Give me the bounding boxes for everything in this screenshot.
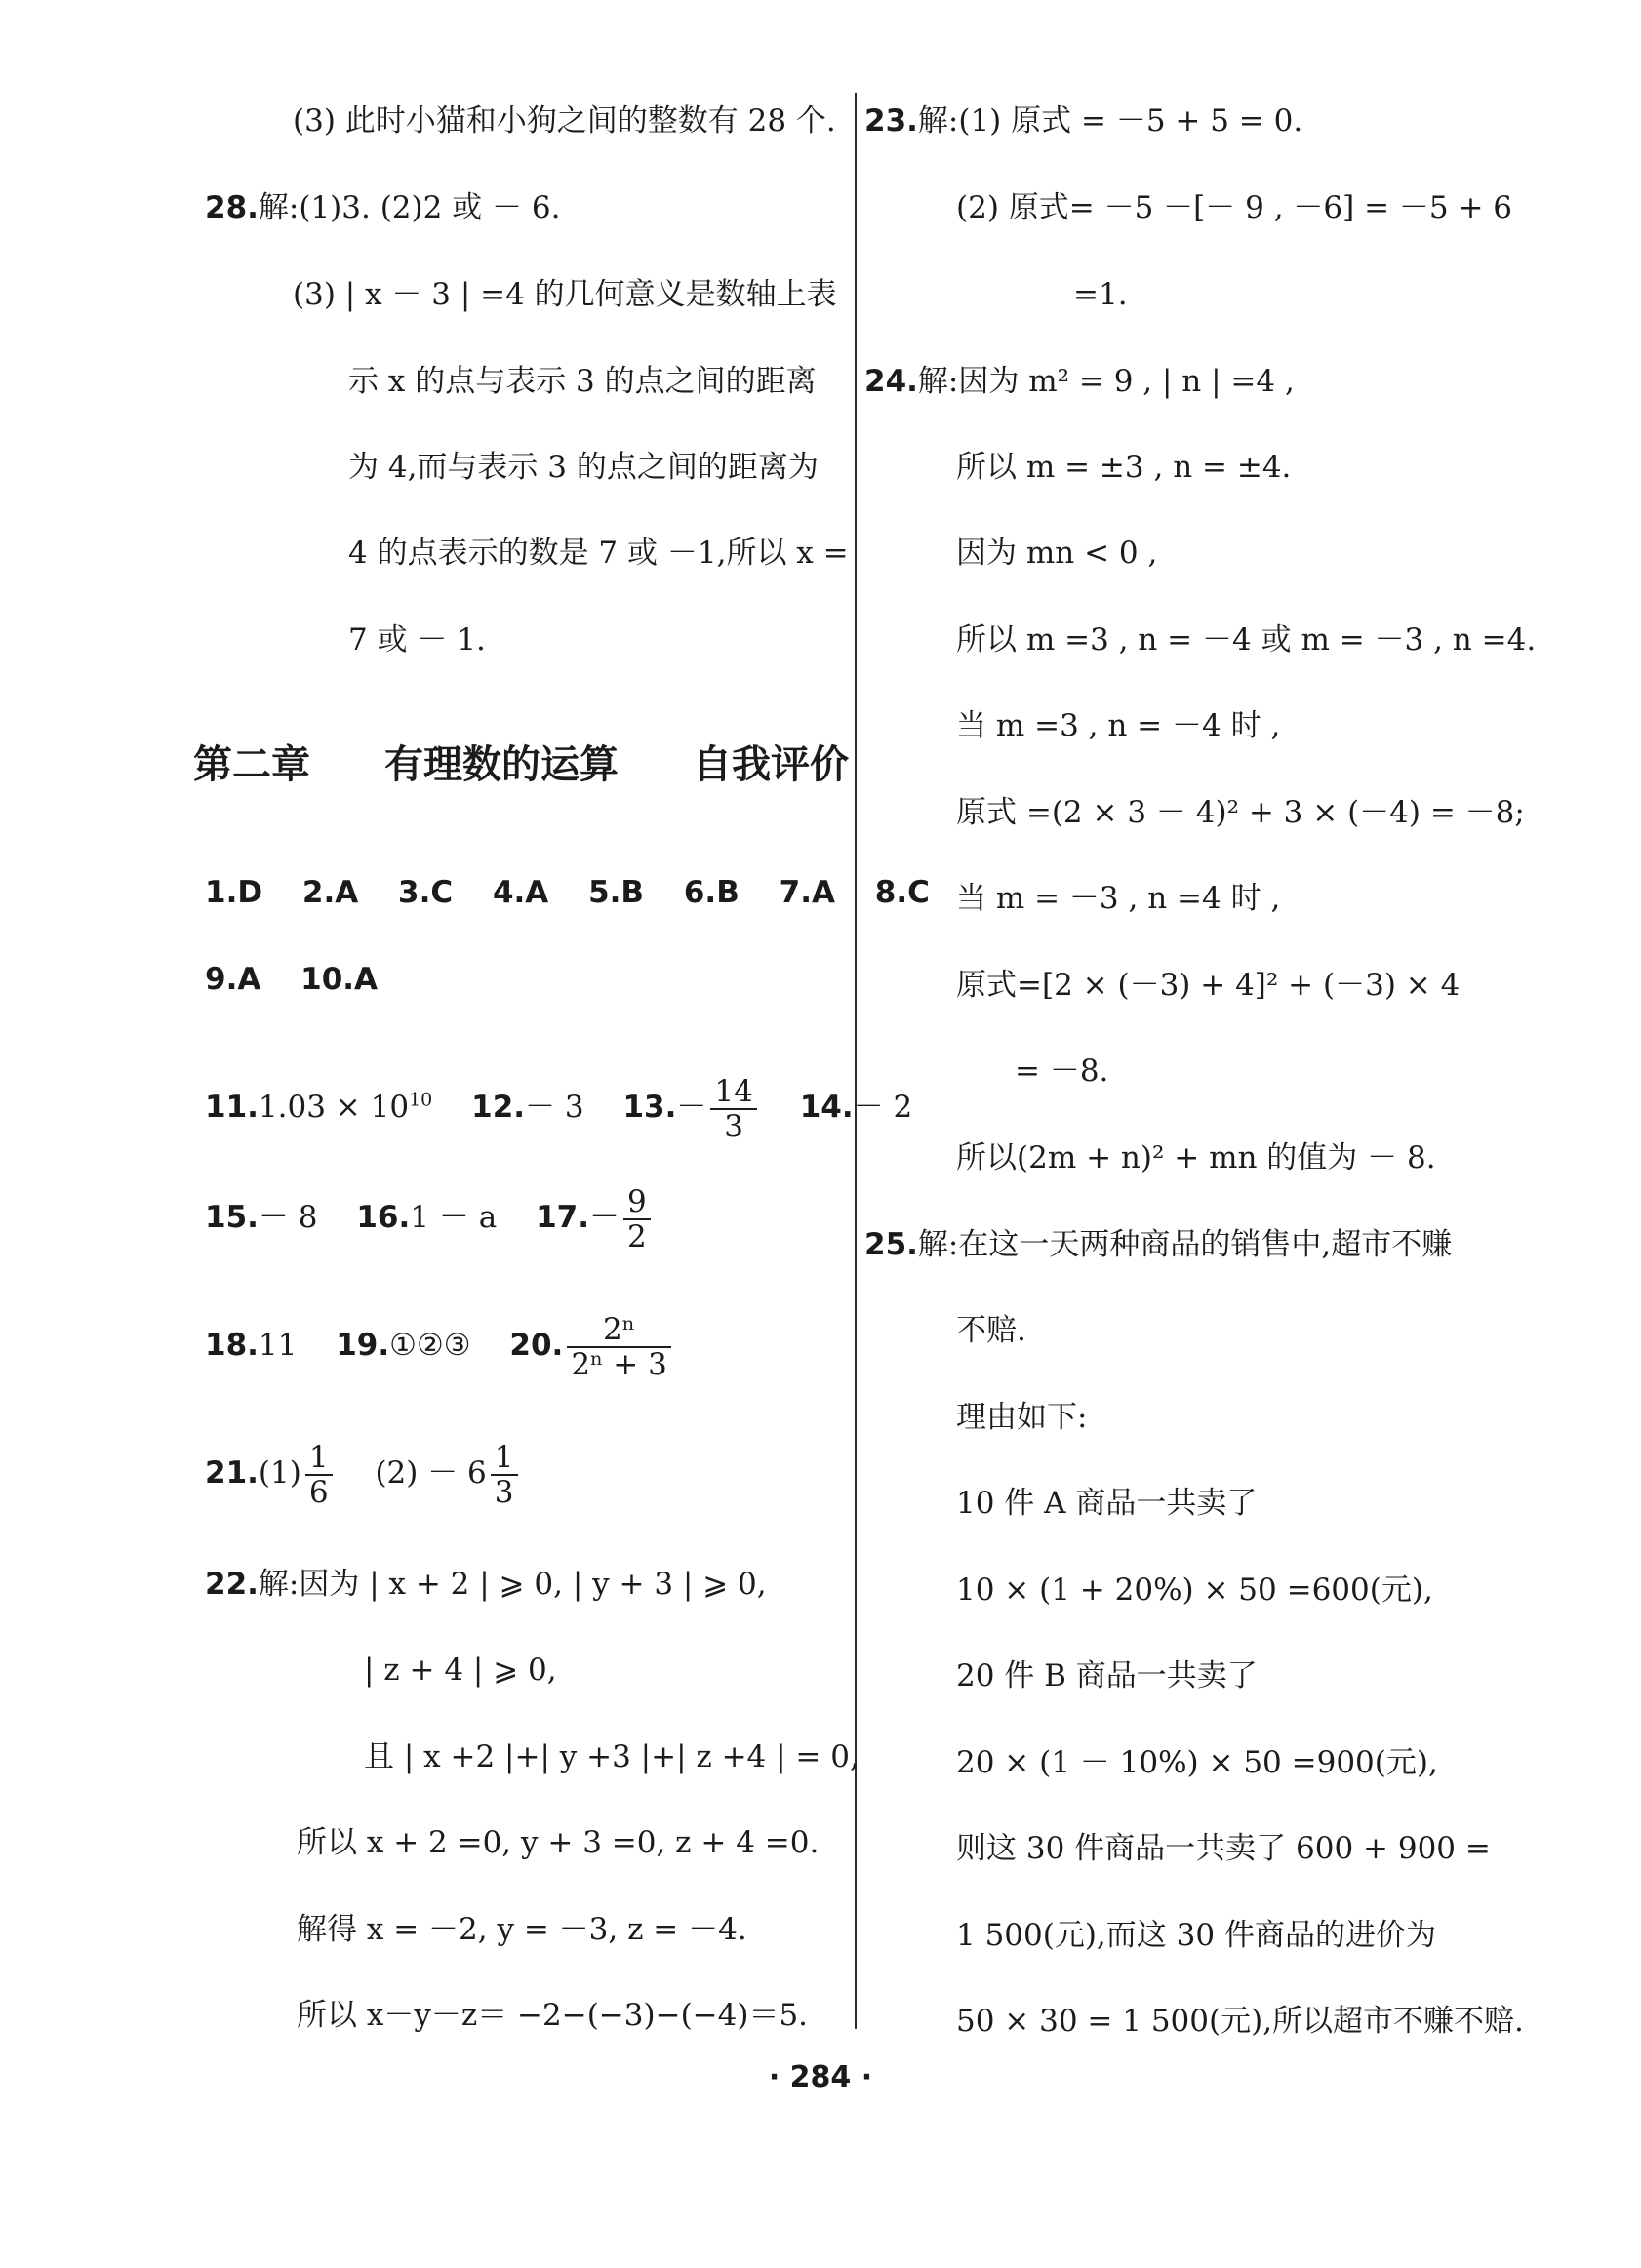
q11-exponent: 10: [409, 1089, 433, 1111]
q24-line10: 所以(2m + n)² + mn 的值为 － 8.: [956, 1140, 1436, 1175]
question-number: 15.: [205, 1200, 259, 1235]
question-number: 16.: [356, 1200, 411, 1235]
q24-line3: 因为 mn < 0 ,: [956, 536, 1158, 571]
mc-answer: 2.A: [301, 875, 359, 910]
q15-answer: － 8: [258, 1200, 318, 1235]
numerator: 14: [710, 1075, 756, 1110]
denominator: 3: [494, 1474, 514, 1510]
q25-line7: 20 × (1 － 10%) × 50 =900(元),: [956, 1745, 1438, 1780]
q25-line5: 10 × (1 + 20%) × 50 =600(元),: [956, 1572, 1433, 1608]
question-number: 28.: [205, 190, 259, 225]
q22-line6: 所以 x－y－z＝ −2−(−3)−(−4)＝5.: [297, 1998, 809, 2033]
q24-line8: 原式=[2 × (－3) + 4]² + (－3) × 4: [956, 968, 1461, 1003]
denominator: 3: [724, 1108, 743, 1144]
denominator: 2ⁿ + 3: [571, 1346, 667, 1382]
q28-answer: 解:(1)3. (2)2 或 － 6.: [258, 190, 561, 225]
q20-fraction: [567, 1313, 671, 1381]
question-number: 11.: [205, 1090, 259, 1125]
mc-answers-row1: [205, 873, 930, 912]
answers-18-20: [205, 1306, 675, 1384]
q12-answer: － 3: [525, 1090, 584, 1125]
answer-21: [205, 1434, 522, 1512]
q24-line9: = －8.: [1015, 1054, 1109, 1089]
q23-line2: (2) 原式= －5 －[－ 9 , －6] = －5 + 6: [956, 190, 1513, 225]
q17-fraction: [623, 1185, 651, 1253]
q28-part3-line2: 示 x 的点与表示 3 的点之间的距离: [348, 364, 817, 399]
question-number: 21.: [205, 1455, 259, 1491]
numerator: 1: [305, 1441, 333, 1476]
q25-line9: 1 500(元),而这 30 件商品的进价为: [956, 1918, 1436, 1953]
q24-line5: 当 m =3 , n = －4 时 ,: [956, 708, 1281, 743]
q24-line6: 原式 =(2 × 3 － 4)² + 3 × (－4) = －8;: [956, 795, 1525, 830]
q25-line2: 不赔.: [956, 1313, 1026, 1348]
q27-part3-line: (3) 此时小猫和小狗之间的整数有 28 个.: [293, 103, 836, 139]
mc-answer: 3.C: [398, 875, 454, 910]
mc-answer: 4.A: [492, 875, 549, 910]
mc-answer: 5.B: [588, 875, 645, 910]
q21-fraction2: [491, 1441, 518, 1509]
q16-answer: 1 － a: [410, 1200, 498, 1235]
q22-line4: 所以 x + 2 =0, y + 3 =0, z + 4 =0.: [297, 1825, 820, 1860]
chapter-heading: [193, 734, 849, 789]
mc-answer: 9.A: [205, 962, 261, 997]
q22-line2: | z + 4 | ⩾ 0,: [364, 1652, 557, 1688]
q25-line10: 50 × 30 = 1 500(元),所以超市不赚不赔.: [956, 2004, 1524, 2039]
q28-line: [205, 188, 560, 227]
q22-text: 解:因为 | x + 2 | ⩾ 0, | y + 3 | ⩾ 0,: [258, 1567, 767, 1602]
answers-11-14: [205, 1068, 912, 1146]
mc-answers-row2: [205, 960, 378, 999]
question-number: 24.: [864, 364, 918, 399]
question-number: 20.: [509, 1328, 564, 1363]
q14-answer: － 2: [853, 1090, 913, 1125]
numerator: 9: [623, 1185, 651, 1220]
q25-line4: 10 件 A 商品一共卖了: [956, 1486, 1258, 1521]
q24-line7: 当 m = －3 , n =4 时 ,: [956, 881, 1281, 916]
question-number: 18.: [205, 1328, 259, 1363]
q21-part2: (2) － 6: [375, 1455, 487, 1491]
question-number: 13.: [622, 1090, 677, 1125]
q24-text: 解:因为 m² = 9 , | n | =4 ,: [917, 364, 1295, 399]
page-number: · 284 ·: [768, 2060, 873, 2094]
mc-answer: 8.C: [874, 875, 930, 910]
question-number: 23.: [864, 103, 918, 139]
q11-answer: 1.03 × 10: [258, 1090, 410, 1125]
denominator: 6: [308, 1474, 329, 1510]
answers-15-17: [205, 1178, 655, 1256]
heading-title: 有理数的运算: [384, 742, 619, 787]
q28-part3-line5: 7 或 － 1.: [348, 622, 486, 657]
q25-line8: 则这 30 件商品一共卖了 600 + 900 =: [956, 1831, 1491, 1866]
question-number: 19.: [336, 1328, 390, 1363]
q23-line1: [864, 101, 1302, 140]
q25-line6: 20 件 B 商品一共卖了: [956, 1658, 1258, 1693]
heading-subtitle: 自我评价: [693, 742, 849, 787]
q13-fraction: [710, 1075, 756, 1143]
q25-line3: 理由如下:: [956, 1400, 1088, 1435]
question-number: 12.: [471, 1090, 526, 1125]
question-number: 17.: [536, 1200, 589, 1235]
heading-chapter: 第二章: [193, 742, 310, 787]
q18-answer: 11: [258, 1328, 298, 1363]
question-number: 25.: [864, 1227, 918, 1262]
numerator: 2ⁿ: [567, 1313, 671, 1348]
mc-answer: 6.B: [683, 875, 740, 910]
q25-line1: [864, 1225, 1452, 1264]
question-number: 14.: [799, 1090, 854, 1125]
q21-part1-label: (1): [258, 1455, 301, 1491]
q13-sign: －: [676, 1090, 707, 1125]
q23-line3: =1.: [1073, 277, 1128, 312]
q22-line1: [205, 1565, 767, 1604]
mc-answer: 10.A: [300, 962, 379, 997]
q25-text: 解:在这一天两种商品的销售中,超市不赚: [917, 1227, 1453, 1262]
mc-answer: 1.D: [205, 875, 263, 910]
q24-line1: [864, 362, 1295, 401]
q17-sign: －: [588, 1200, 620, 1235]
q24-line2: 所以 m = ±3 , n = ±4.: [956, 450, 1292, 485]
q28-part3-line1: (3) | x － 3 | =4 的几何意义是数轴上表: [293, 277, 837, 312]
mc-answer: 7.A: [779, 875, 835, 910]
q28-part3-line4: 4 的点表示的数是 7 或 －1,所以 x =: [348, 536, 849, 571]
question-number: 22.: [205, 1567, 259, 1602]
q24-line4: 所以 m =3 , n = －4 或 m = －3 , n =4.: [956, 622, 1537, 657]
q22-line3: 且 | x +2 |+| y +3 |+| z +4 | = 0,: [364, 1739, 860, 1774]
q19-answer: ①②③: [389, 1328, 471, 1363]
q21-fraction1: [305, 1441, 333, 1509]
numerator: 1: [491, 1441, 518, 1476]
denominator: 2: [626, 1218, 647, 1254]
q28-part3-line3: 为 4,而与表示 3 的点之间的距离为: [348, 450, 819, 485]
q22-line5: 解得 x = －2, y = －3, z = －4.: [297, 1912, 747, 1947]
q23-text: 解:(1) 原式 = －5 + 5 = 0.: [917, 103, 1303, 139]
